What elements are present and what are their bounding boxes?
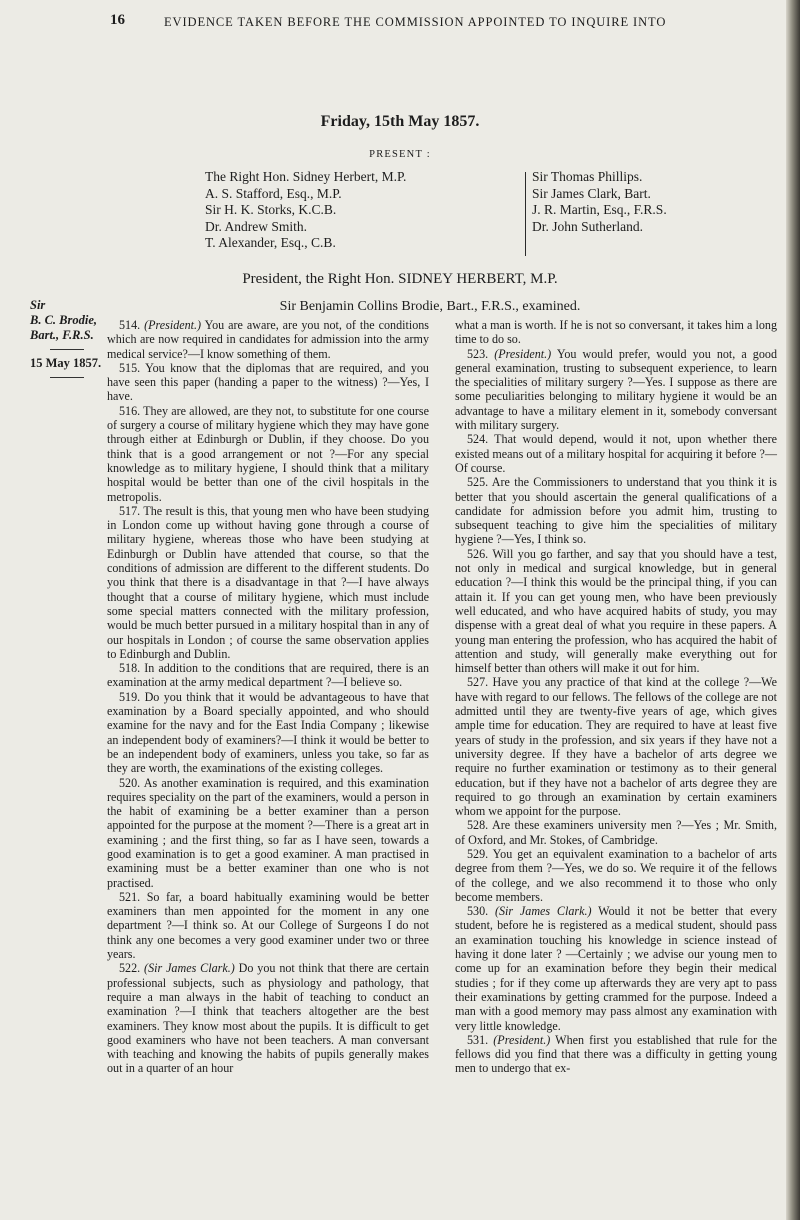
present-member: Dr. John Sutherland. — [532, 218, 643, 234]
present-list-left — [205, 169, 406, 252]
question-number: 524. — [467, 432, 495, 447]
qa-paragraph — [455, 547, 777, 676]
margin-witness-title: Sir — [30, 298, 46, 312]
qa-text: You are aware, are you not, of the conditions which are now required in candidates for admission into the army medical service?—I know something of them. — [107, 318, 429, 361]
qa-text: Are these examiners university men ?—Yes ; Mr. Smith, of Oxford, and Mr. Stokes, of Cambridge. — [455, 818, 777, 847]
present-member: A. S. Stafford, Esq., M.P. — [205, 185, 342, 201]
question-number: 521. — [119, 889, 147, 904]
running-header — [110, 12, 750, 36]
session-date: Friday, 15th May 1857. — [320, 113, 480, 130]
present-member: J. R. Martin, Esq., F.R.S. — [532, 202, 667, 217]
present-member: T. Alexander, Esq., C.B. — [205, 235, 336, 250]
qa-text: Would it not be better that every student, before he is registered as a medical student, should pass an examination touching his knowledge in science instead of having it done later ? —Certainly ; we advise our young men to come up for an examination before they begin their medical studies ; for if they come up afterwards they are very apt to pass their examinations by getting crammed for the purpose. Indeed a man with a good memory may pass almost any examination with very little knowledge. — [455, 904, 777, 1033]
left-column — [107, 318, 429, 1076]
qa-paragraph — [455, 475, 777, 546]
qa-paragraph — [455, 904, 777, 1033]
question-number: 515. — [119, 360, 146, 375]
question-number: 525. — [467, 475, 492, 490]
qa-text: You know that the diplomas that are required, and you have seen this paper (handing a paper to the witness) ?—Yes, I have. — [107, 360, 429, 404]
president-line: President, the Right Hon. SIDNEY HERBERT, M.P. — [242, 271, 558, 287]
qa-text: When first you established that rule for the fellows did you find that there was a difficulty in getting young men to undergo that ex- — [455, 1032, 777, 1076]
page-binding-edge — [786, 0, 800, 1220]
qa-text: That would depend, would it not, upon whether there existed means out of a military hospital for acquiring it before ?—Of course. — [455, 432, 777, 475]
qa-text: Have you any practice of that kind at the college ?—We have with regard to our fellows. The fellows of the college are not admitted until they are twenty-five years of age, which gives ample time for education. They are required to have at least five years of study in the profession, and six years if they have not a university degree. If they have a bachelor of arts degree we require no further examination or testimony as to their general education, but if they have not a bachelor of arts degree they are required to go through an examination by certain examiners whom we appoint for the purpose. — [455, 675, 777, 819]
question-number: 531. — [467, 1032, 494, 1047]
question-number: 520. — [119, 775, 144, 790]
present-member: Dr. Andrew Smith. — [205, 218, 308, 234]
speaker: (President.) — [494, 346, 552, 361]
running-head: EVIDENCE TAKEN BEFORE THE COMMISSION APPOINTED TO INQUIRE INTO — [164, 15, 667, 29]
present-member: Sir James Clark, Bart. — [532, 185, 651, 201]
question-number: 522. — [119, 961, 145, 976]
speaker: (President.) — [144, 318, 202, 332]
speaker: (President.) — [493, 1032, 551, 1047]
right-column — [455, 318, 777, 1076]
qa-paragraph — [455, 818, 777, 847]
speaker: (Sir James Clark.) — [144, 961, 235, 976]
qa-paragraph — [107, 361, 429, 404]
present-label: PRESENT : — [369, 149, 431, 160]
qa-paragraph — [455, 1033, 777, 1076]
question-number: 517. — [119, 503, 144, 518]
question-number: 529. — [467, 846, 493, 861]
qa-paragraph — [455, 318, 777, 347]
qa-paragraph — [455, 675, 777, 818]
margin-witness-honours: Bart., F.R.S. — [30, 328, 94, 342]
qa-text: Will you go farther, and say that you should have a test, not only in medical and surgical knowledge, but in general education ?—I think this would be the principal thing, if you can attain it. If you can get young men, who have been previously well educated, and who have acquired habits of study, you may dispense with a great deal of what you require in these papers. A young man entering the profession, who has acquired the habit of attention and study, will generally make everything out for himself better than others will make it out for him. — [455, 546, 777, 676]
qa-paragraph — [455, 432, 777, 475]
present-member: The Right Hon. Sidney Herbert, M.P. — [205, 169, 407, 184]
question-number: 527. — [467, 675, 493, 690]
qa-text: Are the Commissioners to understand that you think it is better that you should ascertain the general qualifications of a candidate for admission before you admit him, trusting to subsequent teaching to give him the specialities of military hygiene ?—Yes, I think so. — [455, 475, 777, 547]
margin-date: 15 May 1857. — [30, 356, 102, 370]
qa-paragraph — [107, 661, 429, 690]
question-number: 530. — [467, 904, 495, 919]
present-divider — [525, 172, 526, 256]
qa-text: They are allowed, are they not, to substitute for one course of surgery a course of military hygiene which they may have gone through either at Edinburgh or Dublin, if they choose. Do you think that is a good arrangement or not ?—For any special knowledge as to military hygiene, I should think that a military hospital would be better than one of the civil hospitals in the metropolis. — [107, 403, 429, 504]
qa-text: As another examination is required, and this examination requires speciality on the part of the examiners, would a person in the habit of examining be a better examiner than a person appointed for the purpose at the moment ?—There is a great art in examining ; and the first thing, so far as I have seen, towards a good examination is to get a good examiner. A man practised in examining must be a better examiner than one who is not practised. — [107, 775, 429, 890]
margin-rule — [50, 377, 84, 378]
qa-paragraph — [107, 776, 429, 890]
speaker: (Sir James Clark.) — [494, 904, 592, 919]
present-member: Sir H. K. Storks, K.C.B. — [205, 202, 337, 217]
qa-paragraph — [107, 690, 429, 776]
qa-paragraph — [107, 404, 429, 504]
qa-text: Do you think that it would be advantageous to have that examination by a Board specially appointed, and who should examine for the navy and for the East India Company ; likewise an independent body of examiners?—I think it would be better to be an independent body of examiners, unless you take, so far as they are worth, the examinations of the existing colleges. — [107, 689, 429, 776]
question-number: 519. — [119, 689, 145, 704]
margin-witness-name: B. C. Brodie, — [30, 313, 98, 327]
qa-paragraph — [107, 318, 429, 361]
qa-text: In addition to the conditions that are required, there is an examination at the army medical department ?—I believe so. — [107, 661, 429, 690]
present-member: Sir Thomas Phillips. — [532, 169, 643, 184]
qa-paragraph — [455, 847, 777, 904]
qa-text: Do you not think that there are certain professional subjects, such as physiology and pathology, that require a man always in the habit of teaching to conduct an examination ?—I think that teachers altogether are the best examiners. They know most about the pupils. It is difficult to get good examiners who have not been teachers. A man conversant with teaching and knowing the habits of pupils generally makes out in a quarter of an hour — [107, 961, 429, 1076]
question-number: 516. — [119, 403, 144, 418]
present-list-right — [532, 169, 667, 235]
qa-paragraph — [107, 961, 429, 1075]
qa-paragraph — [455, 347, 777, 433]
witness-line: Sir Benjamin Collins Brodie, Bart., F.R.S., examined. — [279, 299, 581, 314]
qa-text: The result is this, that young men who have been studying in London come up without having gone through a course of military hygiene, whereas those who have been studying at Edinburgh or Dublin have attended that course, so that the conditions of admission are different to the different students. Do you think that there is a disadvantage in that ?—I have always thought that a course of military hygiene, which must include some special matters connected with the military profession, would be much better pursued in a military hospital than in any of our hospitals in London ; of course the same observation applies to Edinburgh and Dublin. — [107, 503, 429, 661]
margin-rule — [50, 349, 84, 350]
qa-text: You get an equivalent examination to a bachelor of arts degree from them ?—Yes, we do so. We require it of the fellows of the college, and we also recommend it to those who only become members. — [455, 846, 777, 904]
page-number: 16 — [110, 12, 125, 28]
qa-paragraph — [107, 890, 429, 961]
question-number: 514. — [119, 318, 145, 332]
qa-text: what a man is worth. If he is not so conversant, it takes him a long time to do so. — [455, 318, 777, 347]
question-number: 518. — [119, 661, 145, 676]
question-number: 526. — [467, 546, 493, 561]
question-number: 523. — [467, 346, 495, 361]
qa-text: You would prefer, would you not, a good general examination, trusting to subsequent experience, to learn the specialities of military surgery ?—Yes. I suppose as there are some peculiarities belonging to military hygiene it would be an advantage to have a military element in it, somebody conversant with military surgery. — [455, 346, 777, 433]
qa-text: So far, a board habitually examining would be better examiners than men appointed for the moment in any one department ?—I think so. At our College of Surgeons I do not think any one becomes a very good examiner under two or three years. — [107, 889, 430, 962]
question-number: 528. — [467, 818, 492, 833]
qa-paragraph — [107, 504, 429, 661]
